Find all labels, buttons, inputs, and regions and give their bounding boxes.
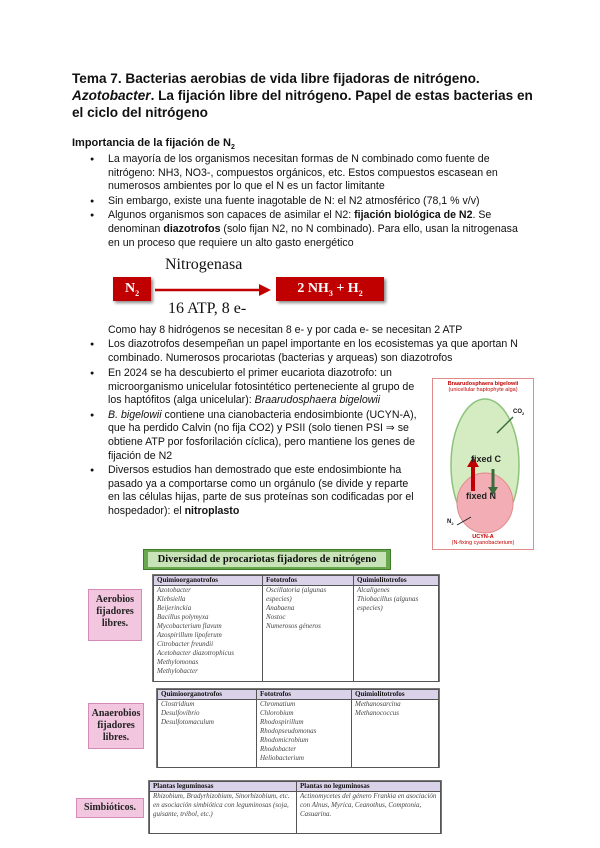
list-item: ● B. bigelowii contiene una cianobacteria endosimbionte (UCYN-A), que ha perdido Calvin (no fija CO2) y PSII (solo tienen PSI ⇒ se obtiene ATP por fosforilación cíclica), pero mantiene los genes de fijación de N2 xyxy=(90,409,418,463)
bullet-list-right-figure xyxy=(90,367,418,520)
nitroplast-figure xyxy=(432,378,534,550)
table-aerobios: Quimioorganotrofos Fototrofos Quimiolitotrofos Azotobacter Klebsiella Beijerinckia Bacillus polymyxa Mycobacterium flavum Azospirillum lipoferum Citrobacter freundii Acetobacter diazotrophicus Methylomonas Methylobacter Oscillatoria (algunas especies) Anabaena Nostoc Numerosos géneros Alcaligenes Thiobacillus (algunas especies) xyxy=(152,574,440,682)
reaction-arrow-icon xyxy=(155,282,273,298)
n2-label: $N_2$ xyxy=(447,519,454,527)
list-item: ● Sin embargo, existe una fuente inagotable de N: el N2 atmosférico (78,1 % v/v) xyxy=(90,195,530,209)
enzyme-label: Nitrogenasa xyxy=(165,256,243,273)
energy-label: 16 ATP, 8 e- xyxy=(168,300,247,317)
electron-note: Como hay 8 hidrógenos se necesitan 8 e- y por cada e- se necesitan 2 ATP xyxy=(108,324,463,336)
label-aerobios: Aerobios fijadores libres. xyxy=(88,589,142,641)
reactant-box: $N_2$ xyxy=(113,277,151,301)
table-anaerobios: Quimioorganotrofos Fototrofos Quimiolitotrofos Clostridium Desulfovibrio Desulfotomaculum Chromatium Chlorobium Rhodospirillum Rhodopseudomonas Rhodomicrobium Rhodobacter Heliobacterium Methanosarcina Methanococcus xyxy=(156,688,440,768)
table-cell: Alcaligenes Thiobacillus (algunas especies) xyxy=(354,586,439,682)
fixed-n-label: fixed N xyxy=(466,491,497,501)
list-item: ● Los diazotrofos desempeñan un papel importante en los ecosistemas ya que aportan N combinado. Numerosos procariotas (bacterias y arqueas) son diazotrofos xyxy=(90,338,530,365)
title-genus: Azotobacter xyxy=(72,88,151,103)
table-cell: Clostridium Desulfovibrio Desulfotomaculum xyxy=(158,700,257,768)
page-title: Tema 7. Bacterias aerobias de vida libre fijadoras de nitrógeno. Azotobacter. La fijación libre del nitrógeno. Papel de estas bacterias en el ciclo del nitrógeno xyxy=(72,71,533,120)
table-cell: Azotobacter Klebsiella Beijerinckia Bacillus polymyxa Mycobacterium flavum Azospirillum lipoferum Citrobacter freundii Acetobacter diazotrophicus Methylomonas Methylobacter xyxy=(154,586,263,682)
ucyn-label: UCYN-A (N-fixing cyanobacterium) xyxy=(451,534,515,546)
bullet-list-mid xyxy=(90,338,530,366)
bullet-list-top xyxy=(90,153,530,251)
table-simbioticos: Plantas leguminosas Plantas no leguminosas Rhizobium, Bradyrhizobium, Sinorhizobium, etc. en asociación simbiótica con leguminosas (soja, guisante, trébol, etc.) Actinomycetes del género Frankia en asociación con Alnus, Myrica, Ceanothus, Comptonia, Casuarina. xyxy=(148,780,442,834)
table-cell: Methanosarcina Methanococcus xyxy=(352,700,439,768)
table-cell: Actinomycetes del género Frankia en asociación con Alnus, Myrica, Ceanothus, Comptonia, Casuarina. xyxy=(297,792,441,834)
list-item: ● En 2024 se ha descubierto el primer eucariota diazotrofo: un microorganismo unicelular fotosintético perteneciente al grupo de los haptófitos (alga unicelular): Braarudosphaera bigelowii xyxy=(90,367,418,408)
co2-label: $CO_2$ xyxy=(513,409,525,417)
label-anaerobios: Anaerobios fijadores libres. xyxy=(88,703,144,749)
label-simbioticos: Simbióticos. xyxy=(76,798,144,818)
diversity-banner: Diversidad de procariotas fijadores de nitrógeno xyxy=(143,549,391,570)
product-box: 2 $NH_3 + H_2$ xyxy=(276,277,384,301)
table-cell: Rhizobium, Bradyrhizobium, Sinorhizobium, etc. en asociación simbiótica con leguminosas (soja, guisante, trébol, etc.) xyxy=(150,792,297,834)
list-item: ● La mayoría de los organismos necesitan formas de N combinado como fuente de nitrógeno: NH3, NO3-, compuestos orgánicos, etc. Estos compuestos escasean en numerosos ambientes por lo que el N es un factor limitante xyxy=(90,153,530,194)
table-cell: Oscillatoria (algunas especies) Anabaena Nostoc Numerosos géneros xyxy=(263,586,354,682)
section-heading: Importancia de la fijación de $N_2$ xyxy=(72,137,235,152)
list-item: ● Algunos organismos son capaces de asimilar el N2: fijación biológica de N2. Se denominan diazotrofos (solo fijan N2, no N combinado). Para ello, usan la nitrogenasa en un proceso que requiere un alto gasto energético xyxy=(90,209,530,250)
list-item: ● Diversos estudios han demostrado que este endosimbionte ha pasado ya a comportarse como un orgánulo (se divide y reparte en las células hijas, parte de sus proteínas son codificadas por el hospedador): el nitroplasto xyxy=(90,464,418,518)
fixed-c-label: fixed C xyxy=(471,454,502,464)
table-cell: Chromatium Chlorobium Rhodospirillum Rhodopseudomonas Rhodomicrobium Rhodobacter Heliobacterium xyxy=(257,700,352,768)
figure-top-label: Braarudosphaera bigelowii (unicellular haptophyte alga) xyxy=(447,381,519,393)
